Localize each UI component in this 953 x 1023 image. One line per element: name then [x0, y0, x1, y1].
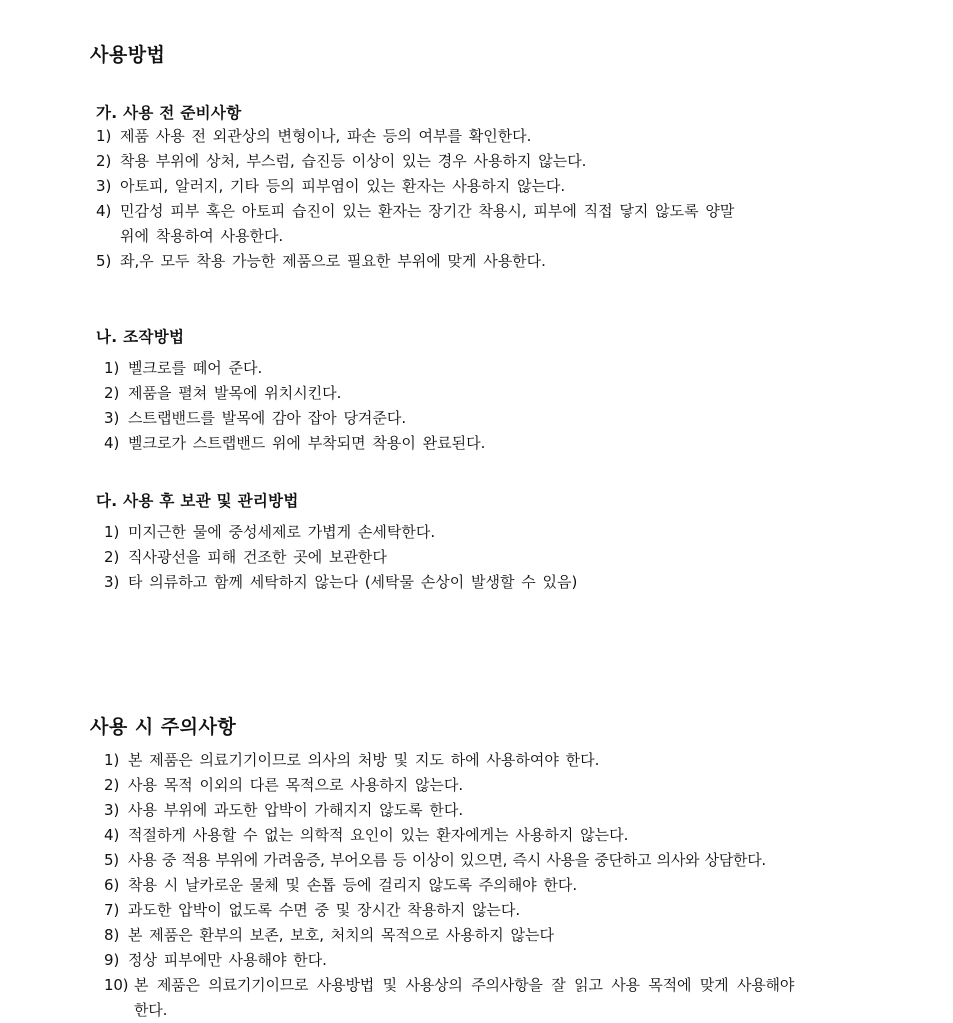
list-item [104, 898, 794, 923]
item-text: 정상 피부에만 사용해야 한다. [128, 951, 327, 969]
item-number: 6) [104, 876, 120, 894]
item-number: 2) [104, 776, 120, 794]
item-text-continuation: 한다. [134, 1001, 168, 1019]
list-item [96, 174, 734, 199]
operation-list [104, 356, 485, 456]
list-item [96, 249, 734, 274]
item-number: 4) [96, 202, 112, 220]
list-item [104, 748, 794, 773]
list-item [104, 431, 485, 456]
item-text: 스트랩밴드를 발목에 감아 잡아 당겨준다. [128, 409, 407, 427]
item-text: 본 제품은 의료기기이므로 사용방법 및 사용상의 주의사항을 잘 읽고 사용 목적에 맞게 사용해야 [134, 976, 795, 994]
item-text: 제품 사용 전 외관상의 변형이나, 파손 등의 여부를 확인한다. [120, 127, 532, 145]
item-number: 4) [104, 434, 120, 452]
item-number: 2) [104, 384, 120, 402]
list-item [104, 356, 485, 381]
list-item [96, 199, 734, 249]
list-item [104, 570, 577, 595]
item-text: 벨크로가 스트랩밴드 위에 부착되면 착용이 완료된다. [128, 434, 486, 452]
item-number: 1) [104, 359, 120, 377]
item-number: 3) [104, 801, 120, 819]
item-number: 7) [104, 901, 120, 919]
precautions-list [104, 748, 794, 1023]
item-number: 3) [104, 573, 120, 591]
item-number: 1) [104, 523, 120, 541]
item-text-continuation: 위에 착용하여 사용한다. [120, 227, 284, 245]
item-number: 3) [104, 409, 120, 427]
item-number: 1) [104, 751, 120, 769]
item-text: 착용 부위에 상처, 부스럼, 습진등 이상이 있는 경우 사용하지 않는다. [120, 152, 587, 170]
list-item [104, 520, 577, 545]
list-item [104, 545, 577, 570]
item-text: 직사광선을 피해 건조한 곳에 보관한다 [128, 548, 387, 566]
item-number: 5) [96, 252, 112, 270]
item-text: 적절하게 사용할 수 없는 의학적 요인이 있는 환자에게는 사용하지 않는다. [128, 826, 629, 844]
item-number: 3) [96, 177, 112, 195]
list-item [104, 873, 794, 898]
list-item [96, 149, 734, 174]
item-text: 사용 부위에 과도한 압박이 가해지지 않도록 한다. [128, 801, 464, 819]
item-number: 2) [96, 152, 112, 170]
item-text: 착용 시 날카로운 물체 및 손톱 등에 걸리지 않도록 주의해야 한다. [128, 876, 578, 894]
item-number: 4) [104, 826, 120, 844]
item-text: 민감성 피부 혹은 아토피 습진이 있는 환자는 장기간 착용시, 피부에 직접 닿지 않도록 양말 [120, 202, 735, 220]
item-text: 아토피, 알러지, 기타 등의 피부염이 있는 환자는 사용하지 않는다. [120, 177, 566, 195]
item-number: 9) [104, 951, 120, 969]
item-number: 1) [96, 127, 112, 145]
item-text: 제품을 펼쳐 발목에 위치시킨다. [128, 384, 342, 402]
list-item [96, 124, 734, 149]
list-item [104, 823, 794, 848]
list-item [104, 923, 794, 948]
item-text: 사용 목적 이외의 다른 목적으로 사용하지 않는다. [128, 776, 464, 794]
item-text: 좌,우 모두 착용 가능한 제품으로 필요한 부위에 맞게 사용한다. [120, 252, 546, 270]
storage-subsection-title: 다. 사용 후 보관 및 관리방법 [96, 492, 299, 510]
list-item [104, 381, 485, 406]
list-item [104, 948, 794, 973]
list-item [104, 973, 794, 1023]
item-text: 벨크로를 떼어 준다. [128, 359, 263, 377]
usage-section-title: 사용방법 [90, 44, 166, 66]
list-item [104, 798, 794, 823]
item-text: 과도한 압박이 없도록 수면 중 및 장시간 착용하지 않는다. [128, 901, 521, 919]
precautions-section-title: 사용 시 주의사항 [90, 716, 237, 738]
item-text: 타 의류하고 함께 세탁하지 않는다 (세탁물 손상이 발생할 수 있음) [128, 573, 578, 591]
prep-list [96, 124, 734, 274]
item-number: 5) [104, 851, 119, 869]
operation-subsection-title: 나. 조작방법 [96, 328, 185, 346]
list-item [104, 848, 794, 873]
item-number: 2) [104, 548, 120, 566]
prep-subsection-title: 가. 사용 전 준비사항 [96, 104, 242, 122]
list-item [104, 773, 794, 798]
item-text: 본 제품은 의료기기이므로 의사의 처방 및 지도 하에 사용하여야 한다. [128, 751, 600, 769]
list-item [104, 406, 485, 431]
item-text: 미지근한 물에 중성세제로 가볍게 손세탁한다. [128, 523, 436, 541]
item-text: 사용 중 적용 부위에 가려움증, 부어오름 등 이상이 있으면, 즉시 사용을 중단하고 의사와 상담한다. [128, 851, 766, 869]
item-number: 10) [104, 976, 129, 994]
storage-list [104, 520, 577, 595]
item-text: 본 제품은 환부의 보존, 보호, 처치의 목적으로 사용하지 않는다 [128, 926, 554, 944]
item-number: 8) [104, 926, 120, 944]
